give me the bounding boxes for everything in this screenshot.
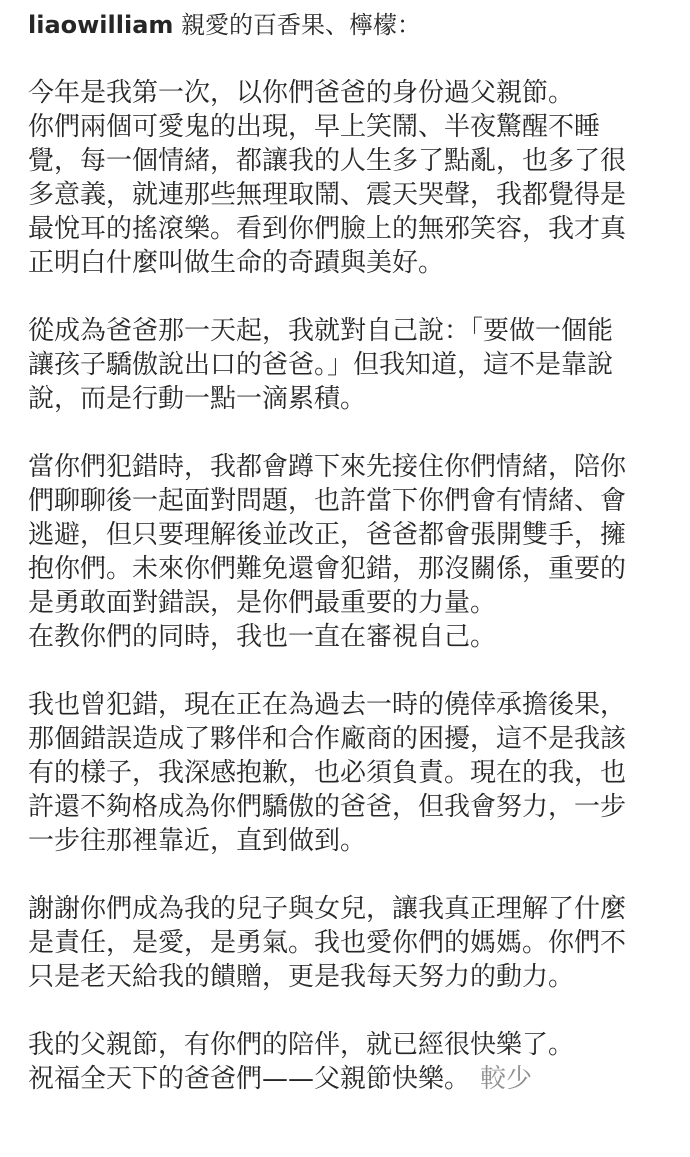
caption-line: 只是老天給我的饋贈，更是我每天努力的動力。 <box>28 962 575 992</box>
caption-line: 抱你們。未來你們難免還會犯錯，那沒關係，重要的 <box>28 554 627 584</box>
caption-line: 謝謝你們成為我的兒子與女兒，讓我真正理解了什麼 <box>28 894 627 924</box>
caption-line: 讓孩子驕傲說出口的爸爸。」但我知道，這不是靠說 <box>28 350 614 380</box>
caption-line-text: 祝福全天下的爸爸們——父親節快樂。 <box>28 1064 471 1094</box>
caption-paragraph <box>28 314 668 416</box>
caption-line: 在教你們的同時，我也一直在審視自己。 <box>28 622 497 652</box>
caption-line: 你們兩個可愛鬼的出現，早上笑鬧、半夜驚醒不睡 <box>28 112 601 142</box>
caption-paragraph <box>28 76 668 280</box>
caption-line-last <box>28 1062 668 1096</box>
caption-paragraph <box>28 688 668 858</box>
caption-line: 那個錯誤造成了夥伴和合作廠商的困擾，這不是我該 <box>28 724 627 754</box>
caption-line: 一步往那裡靠近，直到做到。 <box>28 826 367 856</box>
caption-line: 我的父親節，有你們的陪伴，就已經很快樂了。 <box>28 1030 575 1060</box>
caption-line: 從成為爸爸那一天起，我就對自己說：「要做一個能 <box>28 316 614 346</box>
caption-greeting: 親愛的百香果、檸檬： <box>181 11 422 39</box>
caption-line: 多意義，就連那些無理取鬧、震天哭聲，我都覺得是 <box>28 180 627 210</box>
show-less-link[interactable]: 較少 <box>480 1064 533 1094</box>
caption-paragraph <box>28 1028 668 1096</box>
caption-line: 最悅耳的搖滾樂。看到你們臉上的無邪笑容，我才真 <box>28 214 627 244</box>
caption-line: 我也曾犯錯，現在正在為過去一時的僥倖承擔後果， <box>28 690 627 720</box>
caption-paragraph <box>28 450 668 654</box>
post-caption <box>28 8 668 1096</box>
caption-header <box>28 8 668 42</box>
caption-paragraph <box>28 892 668 994</box>
caption-line: 許還不夠格成為你們驕傲的爸爸，但我會努力，一步 <box>28 792 627 822</box>
caption-line: 有的樣子，我深感抱歉，也必須負責。現在的我，也 <box>28 758 627 788</box>
caption-line: 覺，每一個情緒，都讓我的人生多了點亂，也多了很 <box>28 146 627 176</box>
username-link[interactable]: liaowilliam <box>28 11 174 39</box>
caption-line: 正明白什麼叫做生命的奇蹟與美好。 <box>28 248 445 278</box>
caption-line: 當你們犯錯時，我都會蹲下來先接住你們情緒，陪你 <box>28 452 627 482</box>
caption-line: 是責任，是愛，是勇氣。我也愛你們的媽媽。你們不 <box>28 928 627 958</box>
caption-line: 們聊聊後一起面對問題，也許當下你們會有情緒、會 <box>28 486 627 516</box>
caption-line: 是勇敢面對錯誤，是你們最重要的力量。 <box>28 588 497 618</box>
caption-line: 今年是我第一次，以你們爸爸的身份過父親節。 <box>28 78 575 108</box>
caption-line: 說，而是行動一點一滴累積。 <box>28 384 367 414</box>
caption-line: 逃避，但只要理解後並改正，爸爸都會張開雙手，擁 <box>28 520 627 550</box>
